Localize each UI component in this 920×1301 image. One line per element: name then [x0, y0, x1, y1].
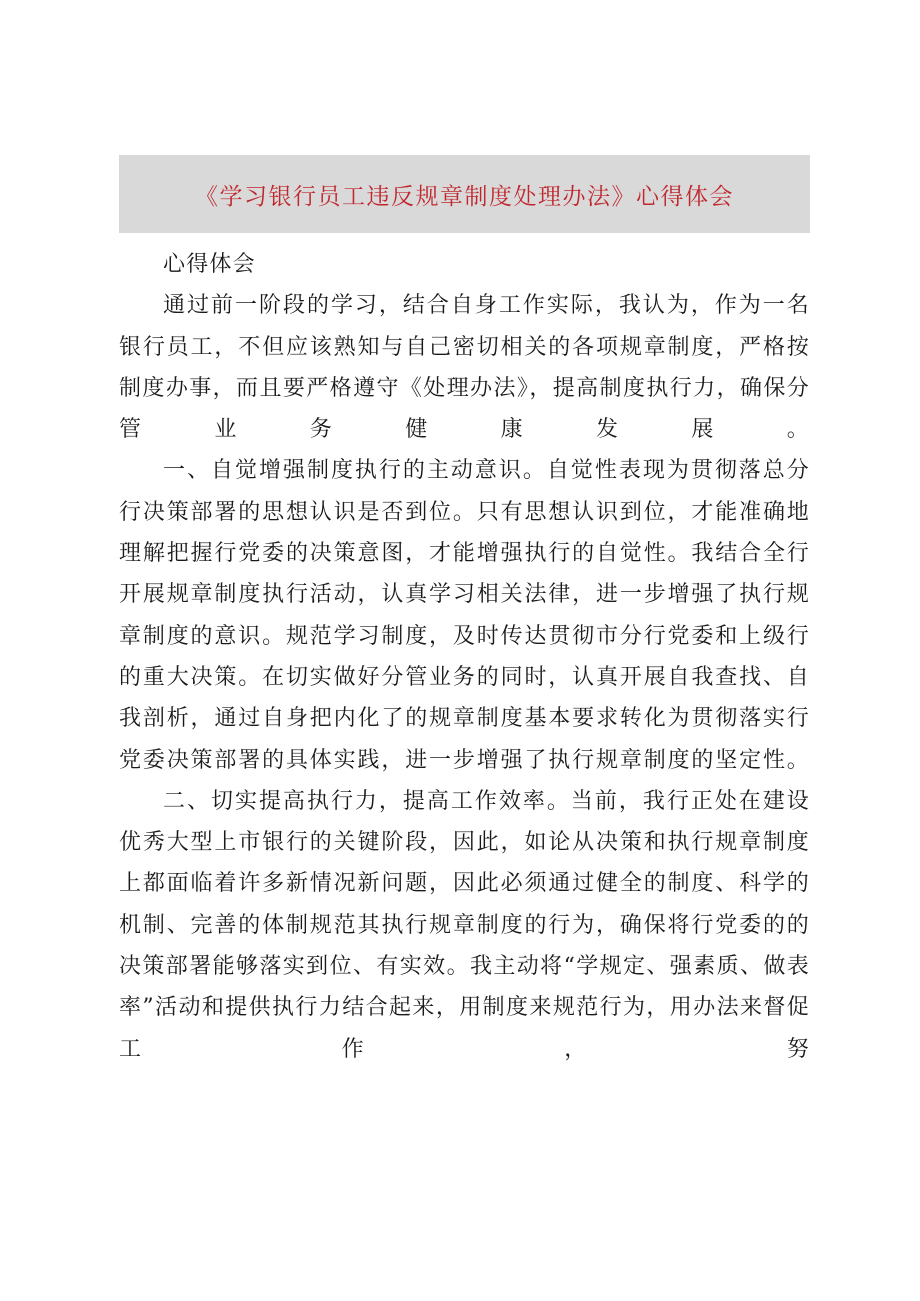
document-title: 《学习银行员工违反规章制度处理办法》心得体会: [195, 183, 734, 210]
document-body: [119, 244, 810, 1070]
paragraph-section-2: 二、切实提高执行力，提高工作效率。当前，我行正处在建设优秀大型上市银行的关键阶段，因此，如论从决策和执行规章制度上都面临着许多新情况新问题，因此必须通过健全的制度、科学的机制、完善的体制规范其执行规章制度的行为，确保将行党委的的决策部署能够落实到位、有实效。我主动将“学规定、强素质、做表率”活动和提供执行力结合起来，用制度来规范行为，用办法来督促工作，努: [119, 788, 810, 1062]
paragraph-section-1: 一、自觉增强制度执行的主动意识。自觉性表现为贯彻落总分行决策部署的思想认识是否到位。只有思想认识到位，才能准确地理解把握行党委的决策意图，才能增强执行的自觉性。我结合全行开展规章制度执行活动，认真学习相关法律，进一步增强了执行规章制度的意识。规范学习制度，及时传达贯彻市分行党委和上级行的重大决策。在切实做好分管业务的同时，认真开展自我查找、自我剖析，通过自身把内化了的规章制度基本要求转化为贯彻落实行党委决策部署的具体实践，进一步增强了执行规章制度的坚定性。: [119, 458, 810, 773]
section-heading: 心得体会: [163, 252, 256, 277]
paragraph-intro: 通过前一阶段的学习，结合自身工作实际，我认为，作为一名银行员工，不但应该熟知与自己密切相关的各项规章制度，严格按制度办事，而且要严格遵守《处理办法》，提高制度执行力，确保分管业务健康发展。: [119, 293, 810, 443]
title-band: [119, 155, 810, 233]
